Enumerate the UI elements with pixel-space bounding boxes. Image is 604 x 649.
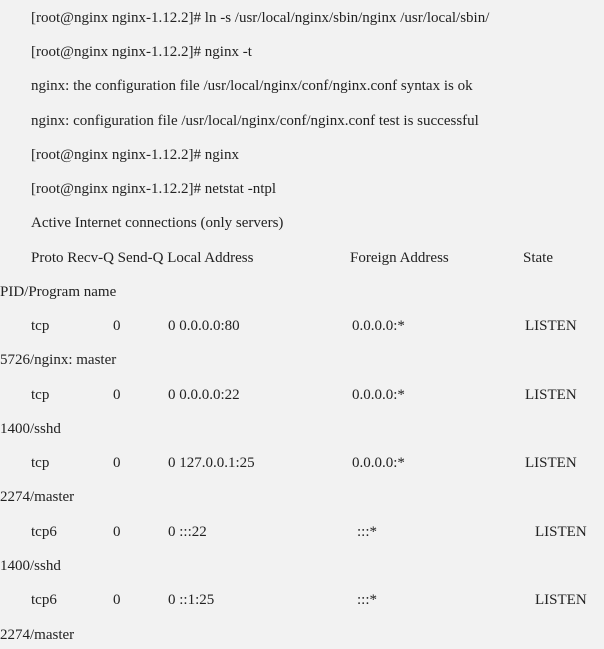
netstat-row-pid: 1400/sshd xyxy=(0,421,61,437)
terminal-line-netstat-cmd: [root@nginx nginx-1.12.2]# netstat -ntpl xyxy=(31,181,277,197)
netstat-row-foreign: :::* xyxy=(357,524,378,540)
terminal-line-nginx-start: [root@nginx nginx-1.12.2]# nginx xyxy=(31,147,239,163)
netstat-row-state: LISTEN xyxy=(525,455,577,471)
netstat-header-proto-local: Proto Recv-Q Send-Q Local Address xyxy=(31,250,254,266)
netstat-row-recvq: 0 xyxy=(113,387,121,403)
netstat-row-foreign: 0.0.0.0:* xyxy=(352,455,405,471)
netstat-row-pid: 5726/nginx: master xyxy=(0,352,117,368)
netstat-row-proto: tcp6 xyxy=(31,592,57,608)
terminal-line-test-success: nginx: configuration file /usr/local/nginx/conf/nginx.conf test is successful xyxy=(31,113,479,129)
terminal-line-ln-command: [root@nginx nginx-1.12.2]# ln -s /usr/local/nginx/sbin/nginx /usr/local/sbin/ xyxy=(31,10,490,26)
netstat-header-foreign: Foreign Address xyxy=(350,250,449,266)
terminal-line-nginx-test-cmd: [root@nginx nginx-1.12.2]# nginx -t xyxy=(31,44,252,60)
netstat-row-proto: tcp xyxy=(31,318,50,334)
netstat-row-state: LISTEN xyxy=(535,592,587,608)
netstat-row-send-local: 0 0.0.0.0:80 xyxy=(168,318,240,334)
netstat-row-recvq: 0 xyxy=(113,318,121,334)
netstat-row-foreign: 0.0.0.0:* xyxy=(352,387,405,403)
netstat-row-send-local: 0 0.0.0.0:22 xyxy=(168,387,240,403)
netstat-row-recvq: 0 xyxy=(113,524,121,540)
netstat-row-state: LISTEN xyxy=(535,524,587,540)
netstat-row-pid: 2274/master xyxy=(0,489,75,505)
netstat-row-send-local: 0 ::1:25 xyxy=(168,592,215,608)
netstat-header-state: State xyxy=(523,250,553,266)
netstat-row-recvq: 0 xyxy=(113,592,121,608)
netstat-row-proto: tcp xyxy=(31,455,50,471)
netstat-row-recvq: 0 xyxy=(113,455,121,471)
terminal-line-active-conns: Active Internet connections (only servers) xyxy=(31,215,284,231)
netstat-row-foreign: :::* xyxy=(357,592,378,608)
netstat-row-send-local: 0 127.0.0.1:25 xyxy=(168,455,255,471)
terminal-line-syntax-ok: nginx: the configuration file /usr/local/nginx/conf/nginx.conf syntax is ok xyxy=(31,78,473,94)
netstat-row-send-local: 0 :::22 xyxy=(168,524,207,540)
netstat-header-pid: PID/Program name xyxy=(0,284,117,300)
netstat-row-state: LISTEN xyxy=(525,387,577,403)
netstat-row-foreign: 0.0.0.0:* xyxy=(352,318,405,334)
netstat-row-pid: 2274/master xyxy=(0,627,75,643)
netstat-row-state: LISTEN xyxy=(525,318,577,334)
netstat-row-pid: 1400/sshd xyxy=(0,558,61,574)
netstat-row-proto: tcp6 xyxy=(31,524,57,540)
netstat-row-proto: tcp xyxy=(31,387,50,403)
